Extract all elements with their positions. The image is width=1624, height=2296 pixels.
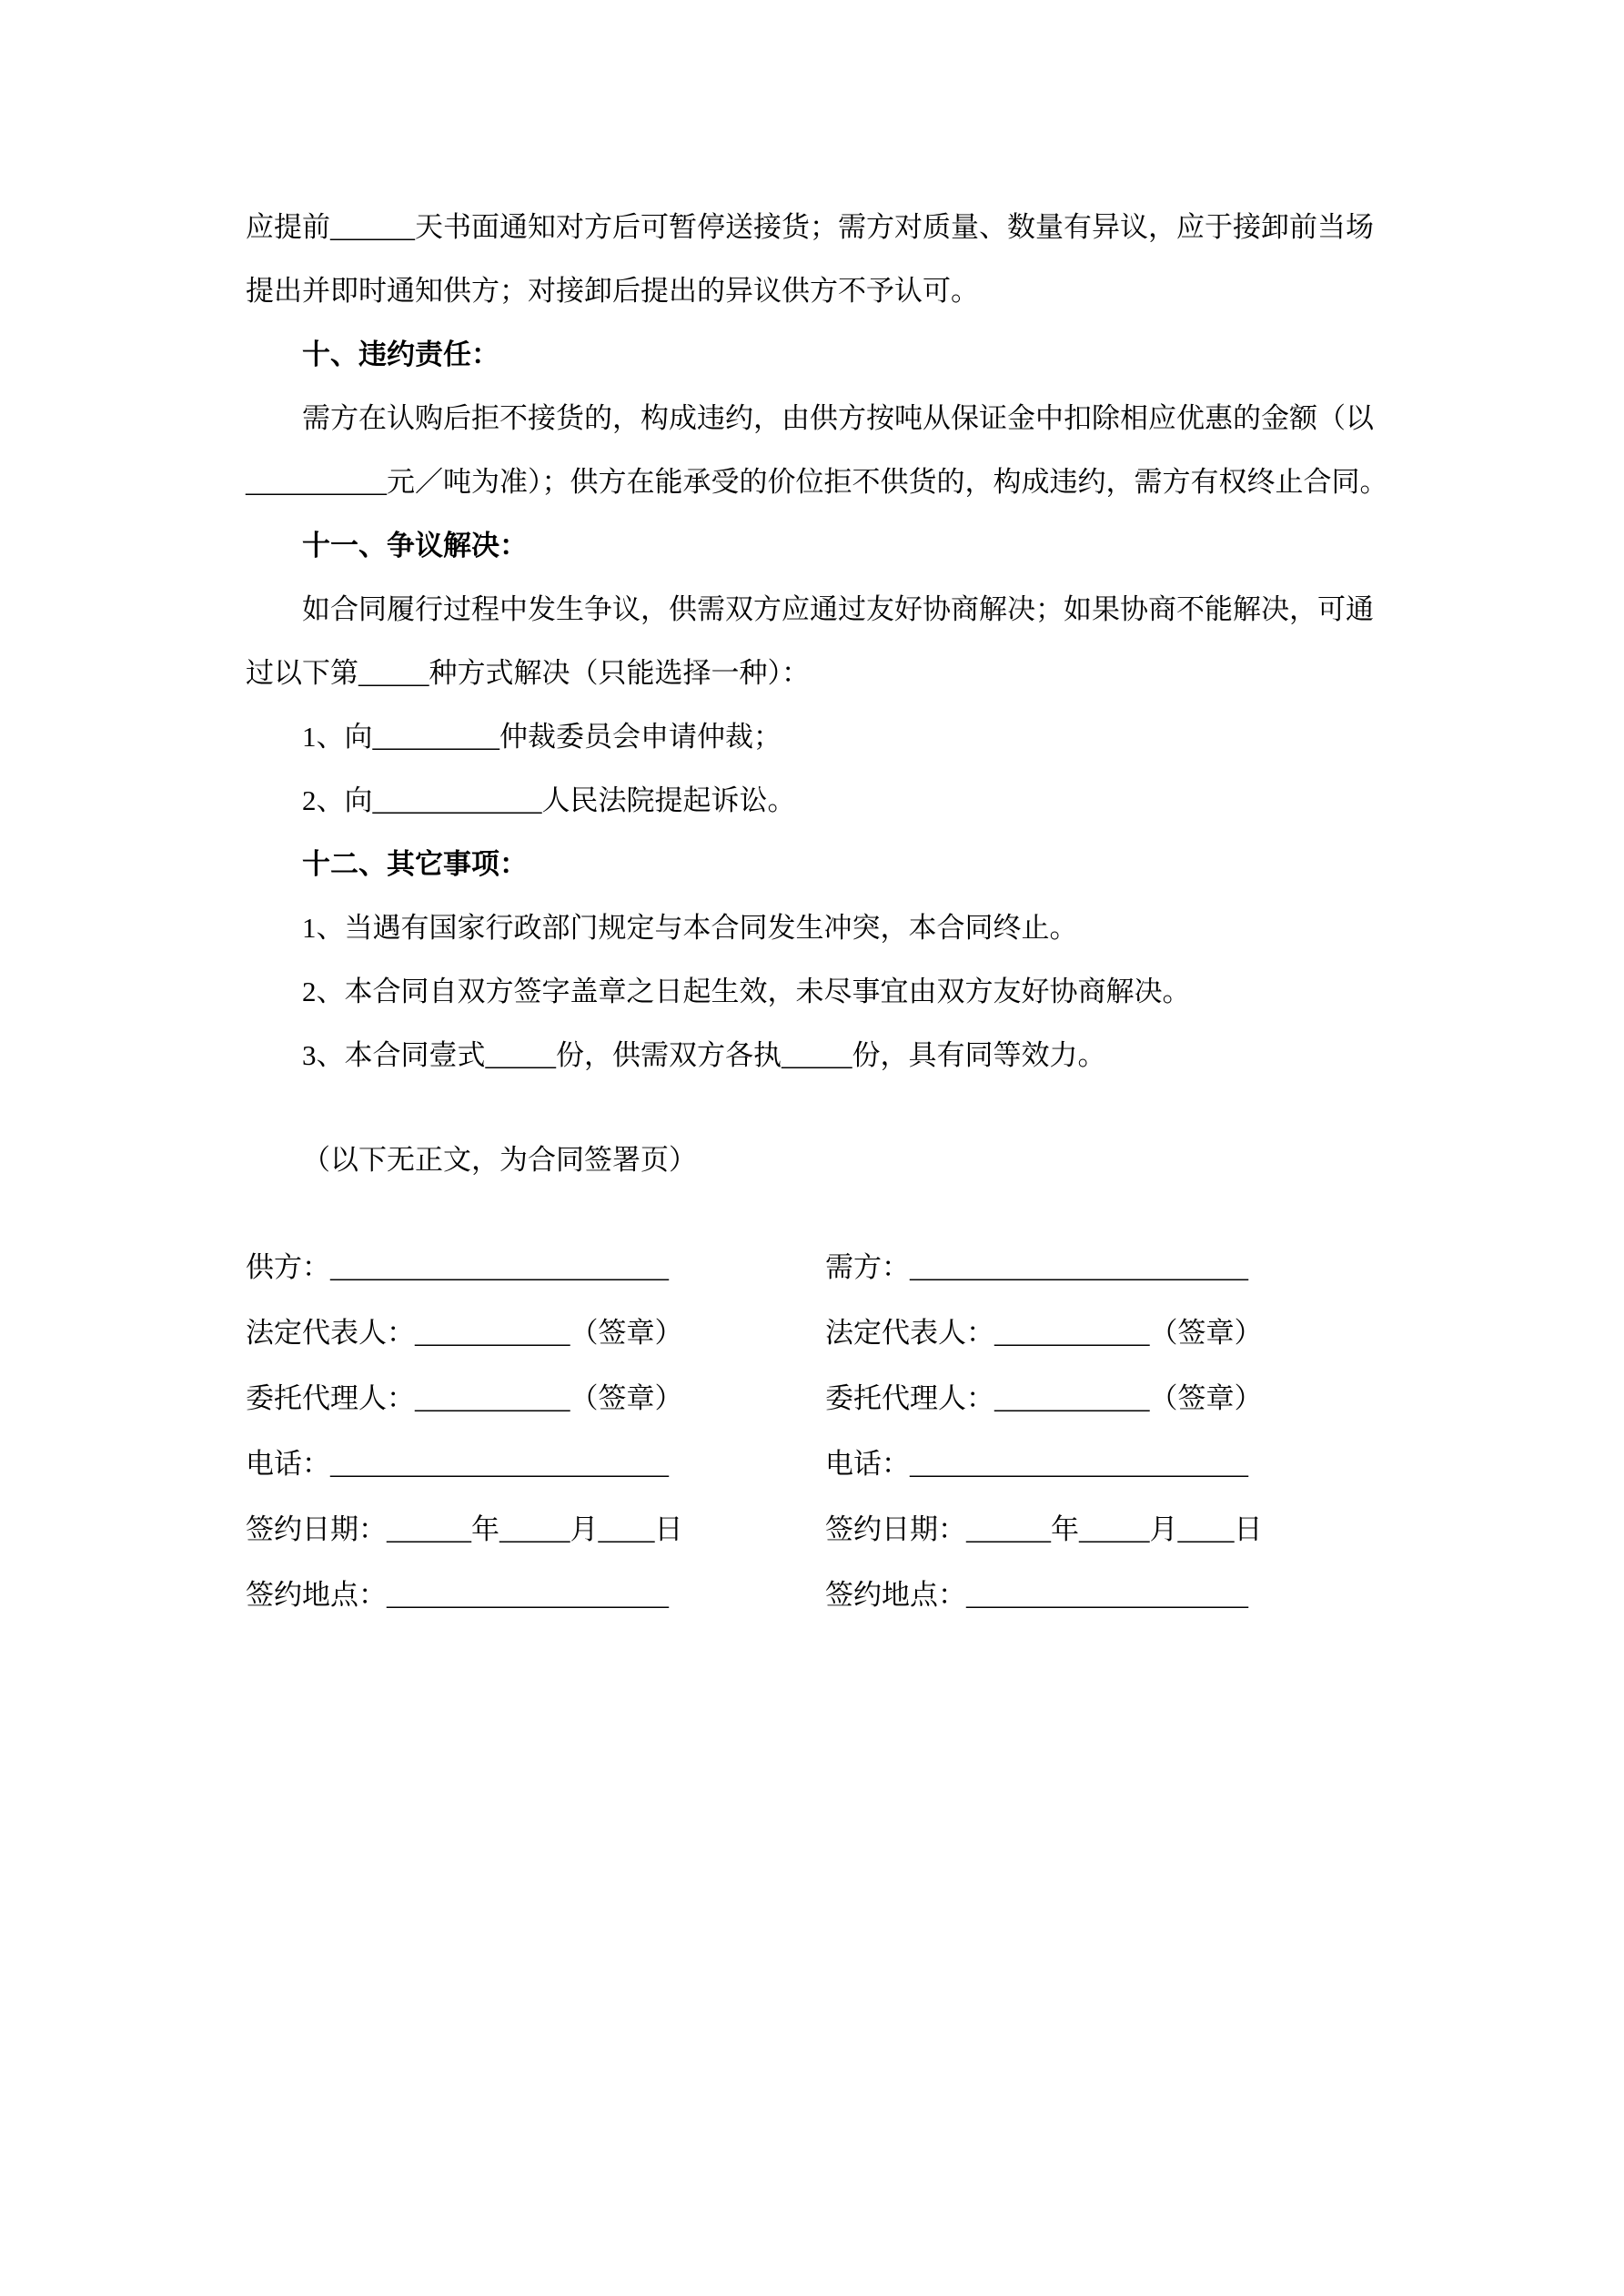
signature-row: 需方：________________________ [825, 1251, 1248, 1283]
signature-row: 委托代理人：___________（签章） [246, 1382, 683, 1414]
signature-row: 电话：________________________ [825, 1448, 1248, 1480]
signature-row: 供方：________________________ [246, 1251, 669, 1283]
contract-body [246, 0, 1388, 1087]
signature-row: 法定代表人：___________（签章） [825, 1317, 1263, 1349]
body-line: 过以下第_____种方式解决（只能选择一种）： [246, 657, 810, 689]
signature-row: 委托代理人：___________（签章） [825, 1382, 1263, 1414]
signature-column-supplier [246, 1235, 825, 1628]
body-line: 3、本合同壹式_____份，供需双方各执_____份，具有同等效力。 [302, 1039, 1106, 1071]
body-line: 应提前______天书面通知对方后可暂停送接货；需方对质量、数量有异议，应于接卸前当场 [246, 211, 1374, 243]
body-line: __________元／吨为准）；供方在能承受的价位拒不供货的，构成违约，需方有权终止合同。 [246, 466, 1388, 498]
section-heading: 十二、其它事项： [302, 848, 528, 880]
signature-row: 签约地点：____________________ [246, 1579, 669, 1611]
body-line: 1、向_________仲裁委员会申请仲裁； [302, 721, 782, 753]
signature-row: 签约日期：______年_____月____日 [825, 1513, 1263, 1545]
signature-row: 签约地点：____________________ [825, 1579, 1248, 1611]
closing-note: （以下无正文，为合同签署页） [302, 1144, 697, 1176]
body-line: 如合同履行过程中发生争议，供需双方应通过友好协商解决；如果协商不能解决，可通 [302, 593, 1374, 625]
body-line: 2、向____________人民法院提起诉讼。 [302, 784, 796, 816]
body-line: 1、当遇有国家行政部门规定与本合同发生冲突，本合同终止。 [302, 912, 1078, 944]
signature-block [246, 1235, 1624, 1628]
body-line: 提出并即时通知供方；对接卸后提出的异议供方不予认可。 [246, 275, 979, 307]
signature-column-buyer [825, 1235, 1405, 1628]
section-heading: 十、违约责任： [302, 339, 499, 370]
section-heading: 十一、争议解决： [302, 530, 528, 561]
signature-row: 法定代表人：___________（签章） [246, 1317, 683, 1349]
body-line: 2、本合同自双方签字盖章之日起生效，未尽事宜由双方友好协商解决。 [302, 976, 1191, 1007]
body-line: 需方在认购后拒不接货的，构成违约，由供方按吨从保证金中扣除相应优惠的金额（以 [302, 402, 1374, 434]
signature-row: 签约日期：______年_____月____日 [246, 1513, 683, 1545]
signature-row: 电话：________________________ [246, 1448, 669, 1480]
